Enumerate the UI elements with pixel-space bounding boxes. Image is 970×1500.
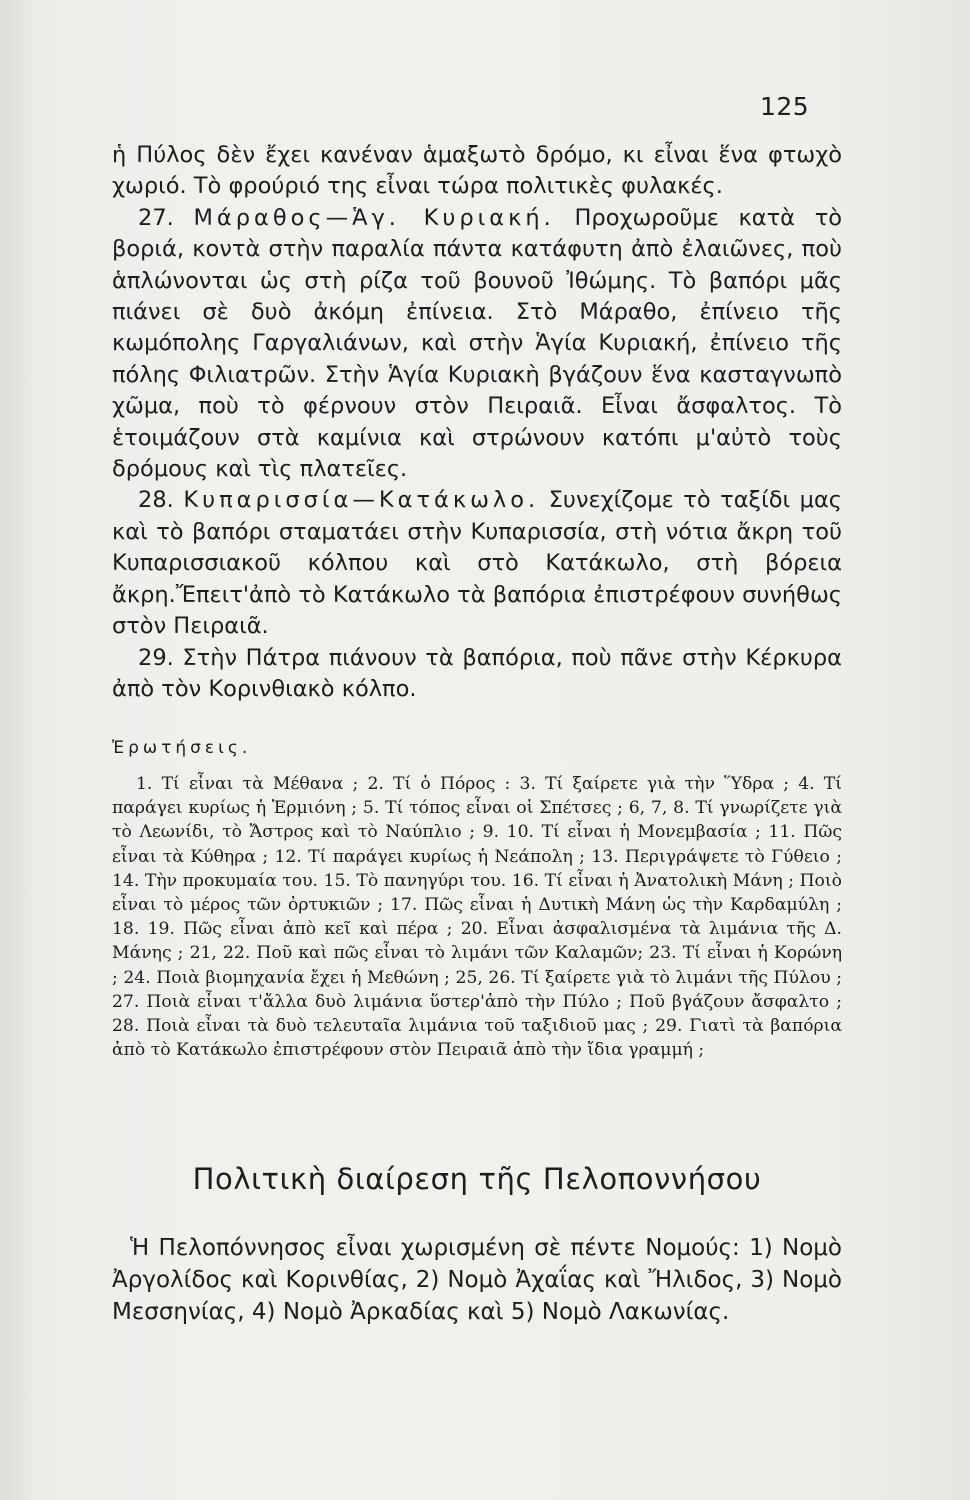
paragraph-pylos: ἡ Πύλος δὲν ἔχει κανέναν ἁμαξωτὸ δρόμο, κι εἶναι ἕνα φτωχὸ χωριό. Τὸ φρούριό της εἶναι τώρα πολιτικὲς φυλακές.: [112, 142, 842, 200]
paragraph-title: Μάραθος—Ἁγ. Κυριακή.: [193, 204, 555, 231]
paragraph-patra: 29. Στὴν Πάτρα πιάνουν τὰ βαπόρια, ποὺ πᾶνε στὴν Κέρκυρα ἀπὸ τὸν Κορινθιακὸ κόλπο.: [112, 644, 842, 702]
section-text-block: [112, 1232, 842, 1328]
paragraph-body: Προχωροῦμε κατὰ τὸ βοριά, κοντὰ στὴν παραλία πάντα κατάφυτη ἀπὸ ἐλαιῶνες, ποὺ ἁπλώνονται ὡς στὴ ρίζα τοῦ βουνοῦ Ἰθώμης. Τὸ βαπόρι μᾶς πιάνει σὲ δυὸ ἀκόμη ἐπίνεια. Στὸ Μάραθο, ἐπίνειο τῆς κωμόπολης Γαργαλιάνων, καὶ στὴν Ἁγία Κυριακή, ἐπίνειο τῆς πόλης Φιλιατρῶν. Στὴν Ἁγία Κυριακὴ βγάζουν ἕνα κασταγνωπὸ χῶμα, ποὺ τὸ φέρνουν στὸν Πειραιᾶ. Εἶναι ἄσφαλτος. Τὸ ἑτοιμάζουν στὰ καμίνια καὶ στρώνουν κατόπι μ'αὐτὸ τοὺς δρόμους καὶ τὶς πλατεῖες.: [112, 204, 843, 483]
paragraph-title: Κυπαρισσία—Κατάκωλο.: [183, 487, 540, 514]
paragraph-marathos: [112, 203, 842, 486]
section-heading: Πολιτικὴ διαίρεση τῆς Πελοποννήσου: [192, 1162, 762, 1196]
page-number: 125: [760, 92, 810, 121]
paragraph-number: 28.: [138, 487, 174, 514]
paragraph-body: Συνεχίζομε τὸ ταξίδι μας καὶ τὸ βαπόρι σταματάει στὴν Κυπαρισσία, στὴ νότια ἄκρη τοῦ Κυπαρισσιακοῦ κόλπου καὶ στὸ Κατάκωλο, στὴ βόρεια ἄκρη.Ἔπειτ'ἀπὸ τὸ Κατάκωλο τὰ βαπόρια ἐπιστρέφουν συνήθως στὸν Πειραιᾶ.: [112, 487, 842, 640]
questions-text: 1. Τί εἶναι τὰ Μέθανα ; 2. Τί ὁ Πόρος : 3. Τί ξαίρετε γιὰ τὴν Ὕδρα ; 4. Τί παράγει κυρίως ἡ Ἑρμιόνη ; 5. Τί τόπος εἶναι οἱ Σπέτσες ; 6, 7, 8. Τί γνωρίζετε γιὰ τὸ Λεωνίδι, τὸ Ἄστρος καὶ τὸ Ναύπλιο ; 9. 10. Τί εἶναι ἡ Μονεμβασία ; 11. Πῶς εἶναι τὰ Κύθηρα ; 12. Τί παράγει κυρίως ἡ Νεάπολη ; 13. Περιγράψετε τὸ Γύθειο ; 14. Τὴν προκυμαία του. 15. Τὸ πανηγύρι του. 16. Τί εἶναι ἡ Ἀνατολικὴ Μάνη ; Ποιὸ εἶναι τὸ μέρος τῶν ὀρτυκιῶν ; 17. Πῶς εἶναι ἡ Δυτικὴ Μάνη ὡς τὴν Καρδαμύλη ; 18. 19. Πῶς εἶναι ἀπὸ κεῖ καὶ πέρα ; 20. Εἶναι ἀσφαλισμένα τὰ λιμάνια τῆς Δ. Μάνης ; 21, 22. Ποῦ καὶ πῶς εἶναι τὸ λιμάνι τῶν Καλαμῶν; 23. Τί εἶναι ἡ Κορώνη ; 24. Ποιὰ βιομηχανία ἔχει ἡ Μεθώνη ; 25, 26. Τί ξαίρετε γιὰ τὸ λιμάνι τῆς Πύλου ; 27. Ποιὰ εἶναι τ'ἄλλα δυὸ λιμάνια ὕστερ'ἀπὸ τὴν Πύλο ; Ποῦ βγάζουν ἄσφαλτο ; 28. Ποιὰ εἶναι τὰ δυὸ τελευταῖα λιμάνια τοῦ ταξιδιοῦ μας ; 29. Γιατὶ τὰ βαπόρια ἀπὸ τὸ Κατάκωλο ἐπιστρέφουν στὸν Πειραιᾶ ἀπὸ τὴν ἴδια γραμμή ;: [112, 774, 842, 1061]
questions-title: Ἐρωτήσεις.: [112, 738, 252, 758]
main-text: [112, 140, 842, 705]
questions-block: [112, 772, 842, 1062]
paragraph-number: 27.: [138, 204, 174, 231]
section-text: Ἡ Πελοπόννησος εἶναι χωρισμένη σὲ πέντε Νομούς: 1) Νομὸ Ἀργολίδος καὶ Κορινθίας, 2) Νομὸ Ἀχαΐας καὶ Ἤλιδος, 3) Νομὸ Μεσσηνίας, 4) Νομὸ Ἀρκαδίας καὶ 5) Νομὸ Λακωνίας.: [112, 1235, 842, 1325]
paragraph-kyparissia: [112, 485, 842, 642]
